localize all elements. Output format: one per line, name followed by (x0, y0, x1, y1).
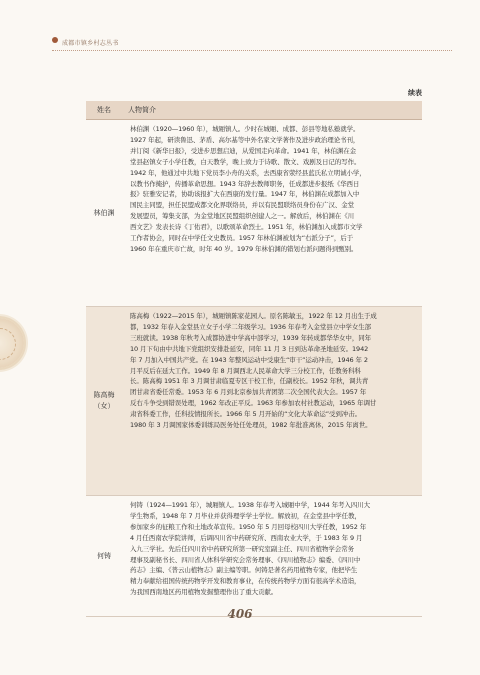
bio-line: 1960 年在重庆市亡故，时年 40 岁。1979 年林伯渊的错划右派问题得到甄别。 (130, 244, 358, 253)
person-bio (122, 120, 422, 307)
decorative-rosette-icon (0, 318, 24, 368)
person-name (86, 496, 122, 617)
bio-line: 肃省科委工作，任科技情报所长。1966 年 5 月开始的“文化大革命运”受到冲击。 (130, 410, 362, 419)
bio-line: 发展盟员，筹集支部，为金堂地区民盟组织创建人之一。解放后，林伯渊在《川 (130, 212, 355, 221)
column-header-name: 姓名 (86, 101, 122, 120)
bio-line: 西文艺》发表长诗《丁佑君》，以歌颂革命烈士。1951 年，林伯渊加入成都市文学 (130, 223, 363, 232)
person-name-text: 林伯渊 (93, 208, 115, 217)
bio-line: 参加家乡的征粮工作和土地改革宣传。1950 年 5 月回母校四川大学任教，1952 年 (130, 522, 367, 531)
bio-line: 林伯渊（1920—1960 年），城厢镇人。少时在城厢、成都、彭县等地私塾就学。 (130, 125, 360, 133)
table-header-row (86, 101, 422, 120)
bio-line: 理事及副秘书长、四川省人体科学研究会常务理事、《四川植物志》编委、《四川中 (130, 555, 361, 564)
person-bio (122, 496, 422, 617)
bio-line: 1980 年 3 月调国家体委训练局医务处任处理员，1982 年批准离休，2015 年离世。 (130, 421, 372, 430)
bio-line: 团甘肃省委任常委。1953 年 6 月到北京参加共青团第二次全国代表大会。1957 年 (130, 388, 367, 397)
person-name-text: 何铸 (97, 551, 111, 560)
bio-line: 4 月任西南农学院讲师，后调四川省中药研究所、西南农业大学，于 1983 年 9 月 (130, 533, 363, 542)
bio-line: 并订阅《新华日报》，受进步思想启迪，从爱国走向革命。1941 年，林伯渊在金 (130, 146, 357, 155)
series-title: 成都市镇乡村志丛书 (62, 40, 119, 47)
person-name (86, 307, 122, 496)
table-row (86, 496, 422, 617)
person-bio (122, 307, 422, 496)
bio-line: 10 月下旬由中共地下党组织安排赴延安，同年 11 月 3 日到达革命圣地延安。1942 (130, 344, 369, 353)
bio-line: 报》驻雅安记者，协助该报扩大在西康的发行量。1947 年，林伯渊在成都加入中 (130, 190, 360, 199)
series-marker-icon (52, 37, 58, 43)
bio-line: 堂县赵镇女子小学任教，白天教学，晚上致力于诗歌、散文、戏剧及日记的写作。 (130, 157, 361, 166)
bio-line: 都，1932 年春入金堂县立女子小学二年级学习。1936 年春考入金堂县立中学女生部 (130, 322, 372, 331)
bio-line: 国民主同盟，担任民盟成都文化界联络员，并以有民盟联络员身份在广汉、金堂 (130, 201, 355, 210)
bio-line: 年 7 月加入中国共产党。在 1943 年整风运动中受康生“审干”运动冲击，1946 年 2 (130, 355, 368, 364)
header-divider (52, 50, 452, 51)
biography-table (86, 101, 422, 617)
bio-line: 陈高梅（1922—2015 年），城厢镇陈家花园人。原名陈敏玉，1922 年 12 月出生于成 (130, 312, 377, 320)
bio-line: 长。陈高梅 1951 年 3 月调甘肃临夏专区干校工作，任副校长。1952 年秋，调共青 (130, 377, 369, 386)
table-row (86, 307, 422, 496)
column-header-bio: 人物简介 (122, 101, 422, 120)
table-row (86, 120, 422, 307)
person-name (86, 120, 122, 307)
bio-line: 工作者协会，同时在中学任文史教员。1957 年林伯渊被划为“右派分子”，后于 (130, 234, 354, 243)
bio-line: 月平反后在延大工作。1949 年 8 月调西北人民革命大学三分校工作，任教务科科 (130, 366, 361, 375)
bio-line: 药志》主编、《普云山植物志》副主编等职。何铸是著名药用植物专家，他把毕生 (130, 566, 358, 575)
bio-line: 1942 年，他通过中共地下党员李小舟的关系，去西康省荥经县蓝氏私立明诚小学， (130, 168, 366, 177)
bio-line: 学生物系，1948 年 7 月毕业并获得理学学士学位。解放初，在金堂县中学任教， (130, 511, 361, 520)
bio-line: 为我国西南地区药用植物发掘整理作出了重大贡献。 (130, 588, 278, 597)
bio-line: 反右斗争受到错误处理，1962 年改正平反。1963 年参加农村社教运动，1965 年调甘 (130, 399, 377, 408)
bio-line: 何铸（1924—1991 年），城厢镇人。1938 年春考入城厢中学，1944 年考入四川大 (130, 501, 371, 509)
bio-line: 三班就读。1938 年秋考入成都协进中学高中部学习，1939 年转成都华华女中，同年 (130, 333, 372, 342)
bio-line: 入九三学社。先后任四川省中药研究所第一研究室副主任、四川省植物学会常务 (130, 544, 355, 553)
bio-line: 精力奉献给祖国传统药物学开发和教育事业，在传统药物学方面有很高学术造诣， (130, 577, 361, 586)
bio-line: 以教书作掩护，传播革命思想。1943 年辞去教师职务，任成都进步报纸《华西日 (130, 179, 360, 188)
page-number: 406 (227, 607, 253, 621)
bio-line: 1927 年起，研读鲁迅、茅盾、高尔基等中外名家文学著作及进步政治理论书刊， (130, 135, 360, 144)
person-gender-note: （女） (93, 402, 115, 410)
continued-label: 续表 (408, 89, 422, 97)
person-name-text: 陈高梅 (93, 391, 115, 399)
